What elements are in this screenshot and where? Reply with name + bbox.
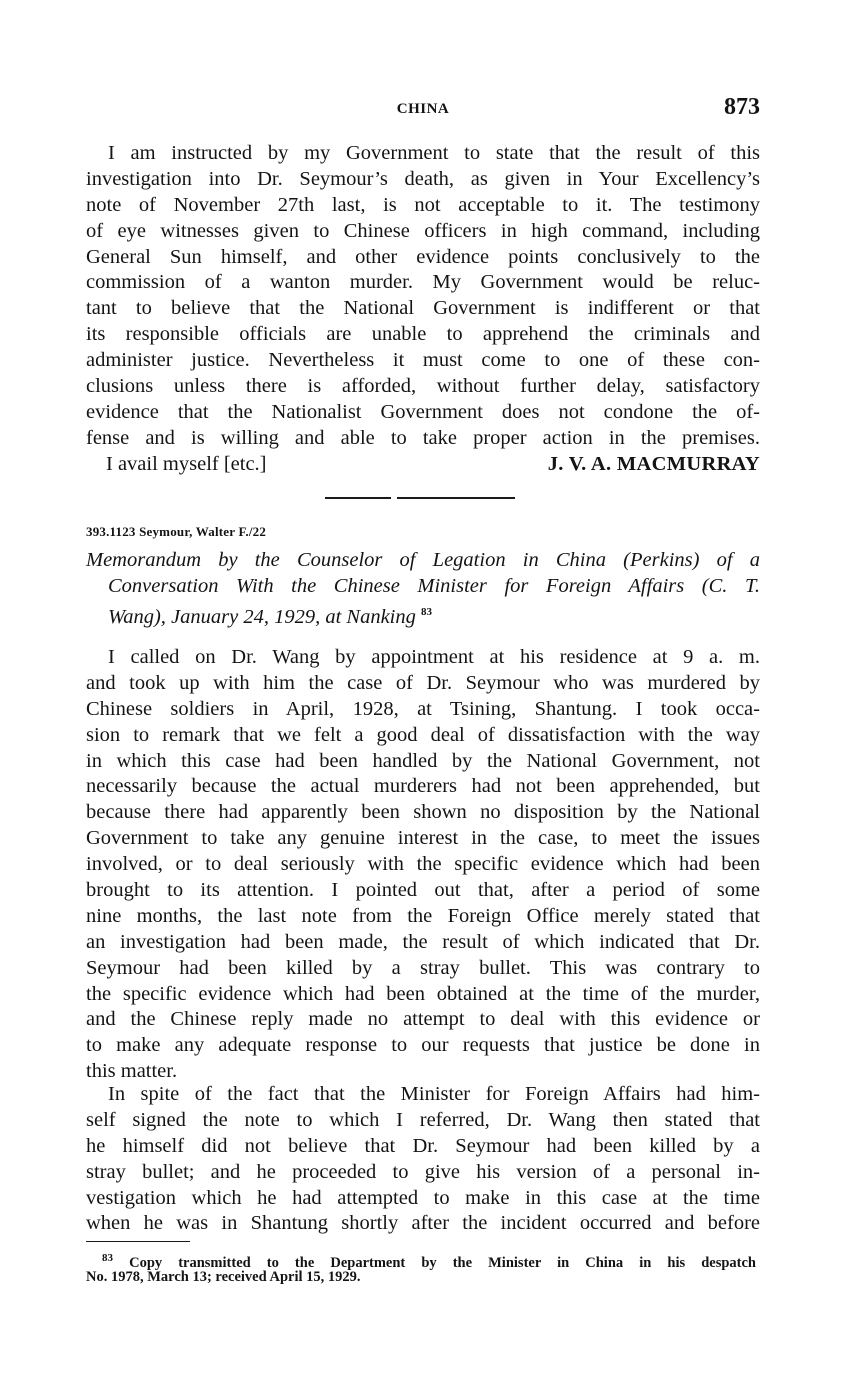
memo-title-line [86, 599, 760, 628]
letter-signoff [106, 451, 760, 477]
text-line: fense and is willing and able to take proper action in the premises. [86, 426, 760, 449]
footnote-rule [86, 1241, 190, 1242]
footnote-line [86, 1249, 756, 1271]
memo-paragraph [86, 645, 760, 1085]
footnote-mark: 83 [102, 1252, 113, 1264]
text-line: sion to remark that we felt a good deal of dissatisfaction with the way [86, 723, 760, 746]
memo-paragraph [86, 1082, 760, 1237]
text-line: I am instructed by my Government to state that the result of this [108, 142, 760, 164]
text-line: note of November 27th last, is not acceptable to it. The testimony [86, 193, 760, 216]
text-line: commission of a wanton murder. My Government would be reluc- [86, 271, 760, 294]
text-line: Government to take any genuine interest in the case, to meet the issues [86, 827, 760, 850]
memo-title-line: Memorandum by the Counselor of Legation in China (Perkins) of a [86, 549, 760, 571]
footnote-reference[interactable]: 83 [421, 606, 432, 618]
section-divider-right [397, 497, 515, 499]
text-line: the specific evidence which had been obtained at the time of the murder, [86, 982, 760, 1005]
text-line: he himself did not believe that Dr. Seymour had been killed by a [86, 1134, 760, 1157]
text-line: and the Chinese reply made no attempt to deal with this evidence or [86, 1008, 760, 1031]
text-line: involved, or to deal seriously with the specific evidence which had been [86, 853, 760, 876]
text-line: stray bullet; and he proceeded to give his version of a personal in- [86, 1160, 760, 1183]
page-number: 873 [724, 94, 760, 120]
text-line: vestigation which he had attempted to make in this case at the time [86, 1186, 760, 1209]
letter-paragraph [86, 141, 760, 452]
footnote-line-text: Copy transmitted to the Department by the Minister in China in his despatch [129, 1254, 756, 1271]
text-line: nine months, the last note from the Foreign Office merely stated that [86, 904, 760, 927]
footnote [86, 1249, 756, 1287]
memo-title [86, 547, 760, 628]
text-line: Seymour had been killed by a stray bullet. This was contrary to [86, 956, 760, 979]
memo-title-line-text: Wang), January 24, 1929, at Nanking [108, 605, 416, 628]
text-line: clusions unless there is afforded, without further delay, satisfactory [86, 375, 760, 398]
running-head [86, 94, 760, 124]
text-line: necessarily because the actual murderers had not been apprehended, but [86, 775, 760, 798]
text-line: investigation into Dr. Seymour’s death, as given in Your Excellency’s [86, 167, 760, 190]
text-line: this matter. [86, 1060, 178, 1083]
text-line: because there had apparently been shown no disposition by the National [86, 801, 760, 824]
text-line: tant to believe that the National Government is indifferent or that [86, 297, 760, 320]
text-line: its responsible officials are unable to apprehend the criminals and [86, 323, 760, 346]
text-line: In spite of the fact that the Minister for Foreign Affairs had him- [108, 1083, 760, 1105]
text-line: I called on Dr. Wang by appointment at his residence at 9 a. m. [108, 646, 760, 668]
section-divider-left [325, 497, 391, 499]
running-title: CHINA [396, 101, 450, 117]
signature: J. V. A. MACMURRAY [547, 453, 760, 475]
text-line: when he was in Shantung shortly after the incident occurred and before [86, 1212, 760, 1235]
text-line: of eye witnesses given to Chinese officers in high command, including [86, 219, 760, 242]
text-line: in which this case had been handled by the National Government, not [86, 749, 760, 772]
text-line: an investigation had been made, the result of which indicated that Dr. [86, 930, 760, 953]
text-line: and took up with him the case of Dr. Seymour who was murdered by [86, 671, 760, 694]
text-line: to make any adequate response to our requests that justice be done in [86, 1034, 760, 1057]
text-line: administer justice. Nevertheless it must come to one of these con- [86, 349, 760, 372]
text-line: General Sun himself, and other evidence points conclusively to the [86, 245, 760, 268]
file-number: 393.1123 Seymour, Walter F./22 [86, 524, 267, 539]
text-line: evidence that the Nationalist Government does not condone the of- [86, 400, 760, 423]
closing-formula: I avail myself [etc.] [106, 453, 267, 475]
text-line: brought to its attention. I pointed out that, after a period of some [86, 879, 760, 902]
memo-title-line: Conversation With the Chinese Minister for Foreign Affairs (C. T. [108, 575, 760, 597]
text-line: Chinese soldiers in April, 1928, at Tsining, Shantung. I took occa- [86, 697, 760, 720]
footnote-line: No. 1978, March 13; received April 15, 1929. [86, 1269, 361, 1285]
text-line: self signed the note to which I referred, Dr. Wang then stated that [86, 1108, 760, 1131]
